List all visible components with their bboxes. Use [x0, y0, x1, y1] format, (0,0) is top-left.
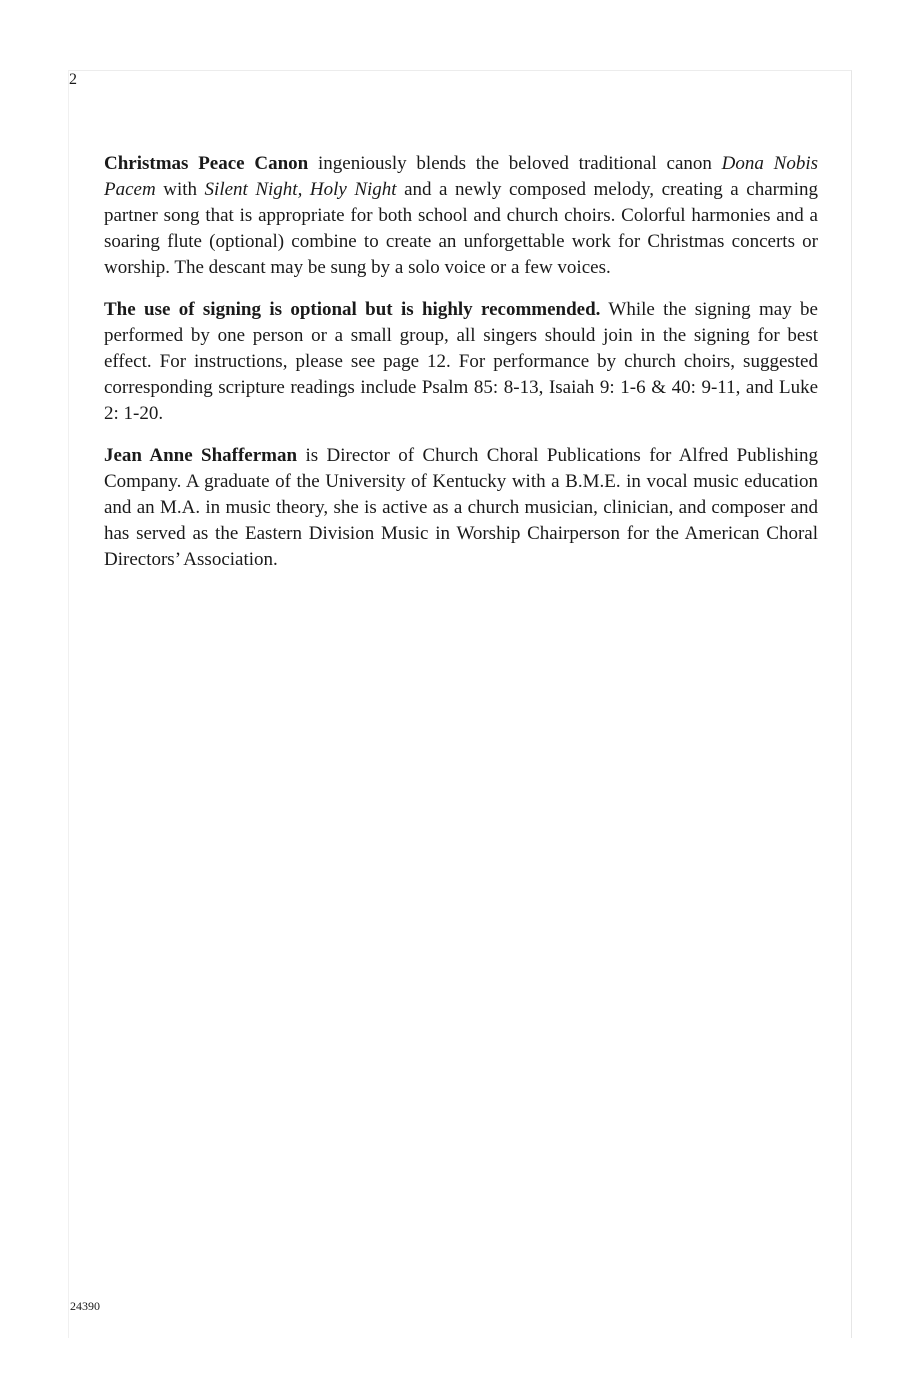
- title-bold: Christmas Peace Canon: [104, 153, 309, 174]
- paragraph-signing: [104, 297, 818, 427]
- body-text: [104, 151, 818, 589]
- text-segment: and a newly composed melody, creating a charming partner song that is appropriate for both school and church choirs. Colorful harmonies and a soaring flute (optional) combine to create an unforgettable work for Christmas concerts or worship. The descant may be sung by a solo voice or a few voices.: [104, 179, 819, 278]
- text-segment: While the signing may be performed by one person or a small group, all singers should join in the signing for best effect. For instructions, please see page 12. For performance by church choirs, suggested corresponding scripture readings include Psalm 85: 8-13, Isaiah 9: 1-6 & 40: 9-11, and Luke 2: 1-20.: [104, 299, 818, 424]
- text-segment: with: [155, 179, 205, 200]
- paragraph-author: [104, 443, 818, 573]
- author-name: Jean Anne Shafferman: [104, 445, 298, 466]
- text-segment: ingeniously blends the beloved traditional canon: [308, 153, 722, 174]
- page-number: 2: [69, 71, 77, 88]
- paragraph-description: [104, 151, 818, 281]
- italic-title: Dona Nobis Pacem: [104, 153, 818, 200]
- catalog-number: 24390: [70, 1299, 100, 1313]
- text-segment: is Director of Church Choral Publications for Alfred Publishing Company. A graduate of the University of Kentucky with a B.M.E. in vocal music education and an M.A. in music theory, she is active as a church musician, clinician, and composer and has served as the Eastern Division Music in Worship Chairperson for the American Choral Directors’ Association.: [104, 445, 818, 570]
- italic-title: Silent Night, Holy Night: [204, 179, 397, 200]
- signing-bold: The use of signing is optional but is highly recommended.: [104, 299, 601, 320]
